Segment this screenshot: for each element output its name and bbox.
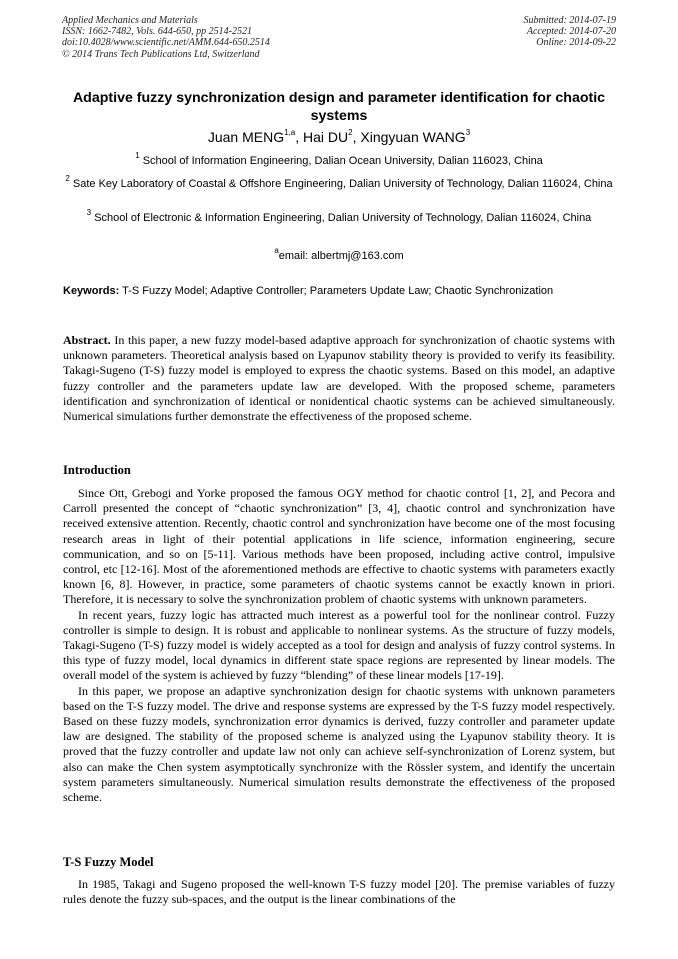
author-list bbox=[60, 128, 618, 146]
introduction-body bbox=[63, 486, 615, 805]
abstract-label: Abstract. bbox=[63, 333, 111, 347]
issn-line: ISSN: 1662-7482, Vols. 644-650, pp 2514-2521 bbox=[62, 26, 252, 38]
author-affiliation-mark: 2 bbox=[348, 128, 353, 138]
author-name: Juan MENG bbox=[207, 129, 285, 145]
abstract bbox=[63, 333, 615, 424]
abstract-text: In this paper, a new fuzzy model-based adaptive approach for synchronization of chaotic systems with unknown parameters. Theoretical analysis based on Lyapunov stability theory is provided to verify its feasibility. Takagi-Sugeno (T-S) fuzzy model is employed to express the chaotic systems. Based on this model, an adaptive fuzzy controller and the parameters update law are developed. With the proposed scheme, parameters identification and synchronization of identical or nonidentical chaotic systems can be achieved simultaneously. Numerical simulations further demonstrate the effectiveness of the proposed scheme. bbox=[63, 333, 615, 424]
author-separator: , bbox=[295, 129, 304, 145]
journal-name: Applied Mechanics and Materials bbox=[62, 15, 198, 26]
affiliation-text: School of Electronic & Information Engineering, Dalian University of Technology, Dalian 116024, China bbox=[94, 212, 592, 224]
paragraph: In 1985, Takagi and Sugeno proposed the well-known T-S fuzzy model [20]. The premise variables of fuzzy rules denote the fuzzy sub-spaces, and the output is the linear combinations of the bbox=[63, 877, 615, 907]
affiliation-3 bbox=[62, 208, 616, 226]
submitted-date: Submitted: 2014-07-19 bbox=[523, 15, 616, 26]
introduction-heading: Introduction bbox=[63, 463, 131, 477]
affiliation-text: Sate Key Laboratory of Coastal & Offshore Engineering, Dalian University of Technology, Dalian 116024, China bbox=[72, 178, 613, 190]
accepted-date: Accepted: 2014-07-20 bbox=[526, 26, 616, 38]
author-affiliation-mark: 1,a bbox=[284, 128, 296, 138]
keywords bbox=[63, 284, 615, 299]
affiliation-2 bbox=[62, 174, 616, 192]
affiliation-number: 2 bbox=[65, 174, 70, 184]
journal-info bbox=[62, 15, 270, 60]
email-text[interactable]: email: albertmj@163.com bbox=[278, 250, 404, 262]
online-date: Online: 2014-09-22 bbox=[536, 37, 616, 49]
keywords-text: T-S Fuzzy Model; Adaptive Controller; Parameters Update Law; Chaotic Synchronization bbox=[122, 285, 554, 297]
affiliation-text: School of Information Engineering, Dalian Ocean University, Dalian 116023, China bbox=[142, 155, 543, 167]
ts-fuzzy-model-body bbox=[63, 877, 615, 907]
paragraph: In recent years, fuzzy logic has attracted much interest as a powerful tool for the nonlinear control. Fuzzy controller is simple to design. It is robust and applicable to nonlinear systems. As the structure of fuzzy models, Takagi-Sugeno (T-S) fuzzy model is widely accepted as a tool for design and analysis of fuzzy control systems. In this type of fuzzy model, local dynamics in different state space regions are represented by linear models. The overall model of the system is achieved by fuzzy “blending” of these linear models [17-19]. bbox=[63, 607, 615, 683]
author-name: Hai DU bbox=[303, 129, 349, 145]
doi-line[interactable]: doi:10.4028/www.scientific.net/AMM.644-650.2514 bbox=[62, 37, 270, 49]
ts-fuzzy-model-heading: T-S Fuzzy Model bbox=[63, 855, 154, 869]
copyright-line: © 2014 Trans Tech Publications Ltd, Switzerland bbox=[62, 48, 260, 60]
author-name: Xingyuan WANG bbox=[360, 129, 466, 145]
paper-title: Adaptive fuzzy synchronization design and parameter identification for chaotic systems bbox=[72, 90, 606, 124]
paragraph: In this paper, we propose an adaptive synchronization design for chaotic systems with unknown parameters based on the T-S fuzzy model. The drive and response systems are expressed by the T-S fuzzy model respectively. Based on these fuzzy models, synchronization error dynamics is derived, fuzzy controller and parameter update law are designed. The stability of the proposed scheme is analyzed using the Lyapunov stability theory. It is proved that the fuzzy controller and update law not only can achieve self-synchronization of Lorenz system, but also can make the Chen system asymptotically synchronize with the Rössler system, and identify the uncertain system parameters simultaneously. Numerical simulation results demonstrate the effectiveness of the proposed scheme. bbox=[63, 683, 615, 805]
publication-dates bbox=[524, 15, 617, 49]
author-separator: , bbox=[352, 129, 361, 145]
affiliation-number: 1 bbox=[135, 151, 140, 161]
affiliation-1 bbox=[62, 151, 616, 169]
keywords-label: Keywords: bbox=[63, 285, 120, 297]
email-mark: a bbox=[274, 246, 279, 256]
affiliation-number: 3 bbox=[86, 208, 92, 218]
contact-email bbox=[62, 246, 616, 263]
paragraph: Since Ott, Grebogi and Yorke proposed the famous OGY method for chaotic control [1, 2], and Pecora and Carroll presented the concept of “chaotic synchronization” [3, 4], chaotic control and synchronization have received extensive attention. Recently, chaotic control and synchronization have become one of the most focusing research areas in light of their potential applications in life science, information engineering, secure communication, and so on [5-11]. Various methods have been proposed, including active control, impulsive control, etc [12-16]. Most of the aforementioned methods are effective to chaotic systems with parameters exactly known [6, 8]. However, in practice, some parameters of chaotic systems cannot be exactly known in priori. Therefore, it is necessary to solve the synchronization problem of chaotic systems with unknown parameters. bbox=[63, 486, 615, 607]
author-affiliation-mark: 3 bbox=[465, 128, 471, 138]
